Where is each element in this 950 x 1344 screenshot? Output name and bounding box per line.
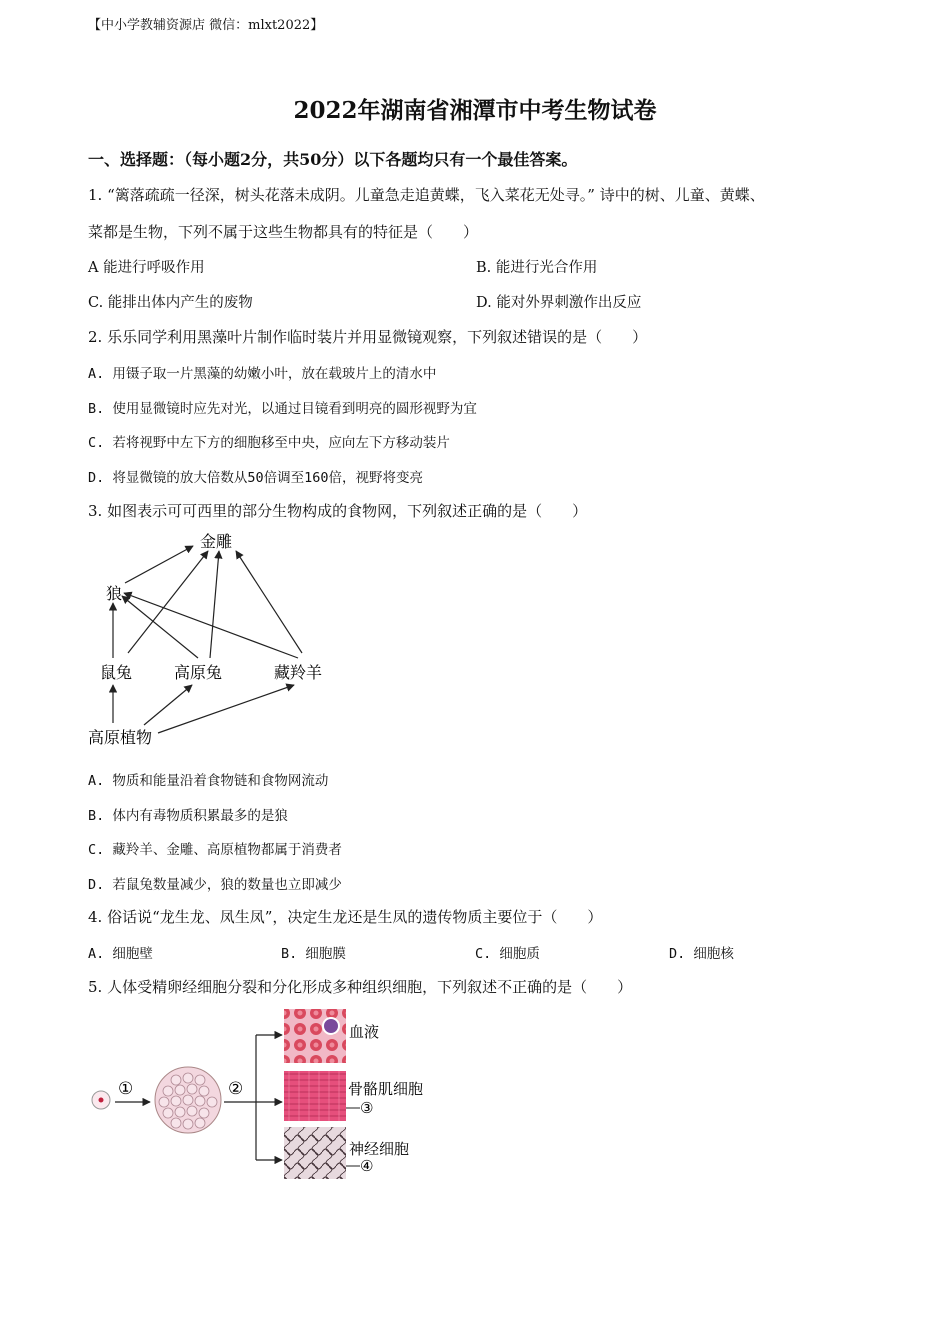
header-note: 【中小学教辅资源店 微信：mlxt2022】	[88, 18, 324, 33]
q4-option-a: A. 细胞壁	[88, 946, 153, 962]
egg-nucleus-icon	[99, 1098, 104, 1103]
q1-option-a: A 能进行呼吸作用	[88, 260, 205, 276]
cell-cluster-icon	[155, 1067, 221, 1133]
q2-option-b: B. 使用显微镜时应先对光，以通过目镜看到明亮的圆形视野为宜	[88, 401, 477, 417]
q2-stem: 2. 乐乐同学利用黑藻叶片制作临时装片并用显微镜观察，下列叙述错误的是（ ）	[88, 328, 648, 346]
q2-option-c: C. 若将视野中左下方的细胞移至中央，应向左下方移动装片	[88, 435, 450, 451]
label-nerve: 神经细胞	[349, 1140, 410, 1158]
food-web-diagram	[80, 525, 360, 755]
q4-option-b: B. 细胞膜	[281, 946, 346, 962]
node-plants: 高原植物	[88, 728, 153, 747]
q4-stem: 4. 俗话说“龙生龙、凤生凤”，决定生龙还是生凤的遗传物质主要位于（ ）	[88, 908, 603, 926]
q3-option-d: D. 若鼠兔数量减少，狼的数量也立即减少	[88, 877, 342, 893]
node-eagle: 金雕	[200, 532, 233, 551]
arrow-hare-eagle	[210, 551, 219, 658]
q1-stem-line2: 菜都是生物，下列不属于这些生物都具有的特征是（ ）	[88, 223, 479, 241]
q3-option-c: C. 藏羚羊、金雕、高原植物都属于消费者	[88, 842, 342, 858]
arrow-plants-antelope	[158, 685, 294, 733]
node-pika: 鼠兔	[100, 663, 133, 682]
label-muscle: 骨骼肌细胞	[348, 1080, 424, 1098]
q3-option-a: A. 物质和能量沿着食物链和食物网流动	[88, 773, 329, 789]
q1-option-b: B. 能进行光合作用	[476, 260, 598, 276]
cell-differentiation-diagram	[84, 1005, 444, 1185]
blood-tissue-image	[284, 1009, 346, 1063]
arrow-pika-eagle	[128, 551, 208, 653]
section-heading: 一、选择题：（每小题2分，共50分）以下各题均只有一个最佳答案。	[88, 150, 578, 169]
q1-option-c: C. 能排出体内产生的废物	[88, 295, 253, 311]
q4-option-d: D. 细胞核	[669, 946, 734, 962]
q1-option-d: D. 能对外界刺激作出反应	[476, 295, 642, 311]
label-muscle-number: ③	[360, 1099, 374, 1117]
q2-option-d: D. 将显微镜的放大倍数从50倍调至160倍，视野将变亮	[88, 470, 424, 486]
node-hare: 高原兔	[174, 663, 223, 682]
q2-option-a: A. 用镊子取一片黑藻的幼嫩小叶，放在载玻片上的清水中	[88, 366, 437, 382]
arrow-hare-wolf	[122, 596, 198, 658]
step-2-label: ②	[228, 1079, 244, 1099]
q3-option-b: B. 体内有毒物质积累最多的是狼	[88, 808, 288, 824]
label-nerve-number: ④	[360, 1157, 374, 1175]
q4-option-c: C. 细胞质	[475, 946, 540, 962]
node-wolf: 狼	[106, 584, 123, 603]
muscle-tissue-image	[284, 1071, 346, 1121]
q3-stem: 3. 如图表示可可西里的部分生物构成的食物网，下列叙述正确的是（ ）	[88, 502, 588, 520]
q5-stem: 5. 人体受精卵经细胞分裂和分化形成多种组织细胞，下列叙述不正确的是（ ）	[88, 978, 633, 996]
arrow-plants-hare	[144, 685, 192, 725]
label-blood: 血液	[349, 1023, 380, 1041]
q1-stem-line1: 1. “篱落疏疏一径深，树头花落未成阴。儿童急走追黄蝶，飞入菜花无处寻。” 诗中的树、儿童、黄蝶、	[88, 186, 765, 204]
nerve-tissue-image	[284, 1127, 346, 1179]
step-1-label: ①	[118, 1079, 134, 1099]
arrow-antelope-eagle	[236, 551, 302, 653]
node-antelope: 藏羚羊	[274, 663, 323, 682]
page-title: 2022年湖南省湘潭市中考生物试卷	[293, 97, 657, 124]
arrow-wolf-eagle	[125, 546, 193, 583]
